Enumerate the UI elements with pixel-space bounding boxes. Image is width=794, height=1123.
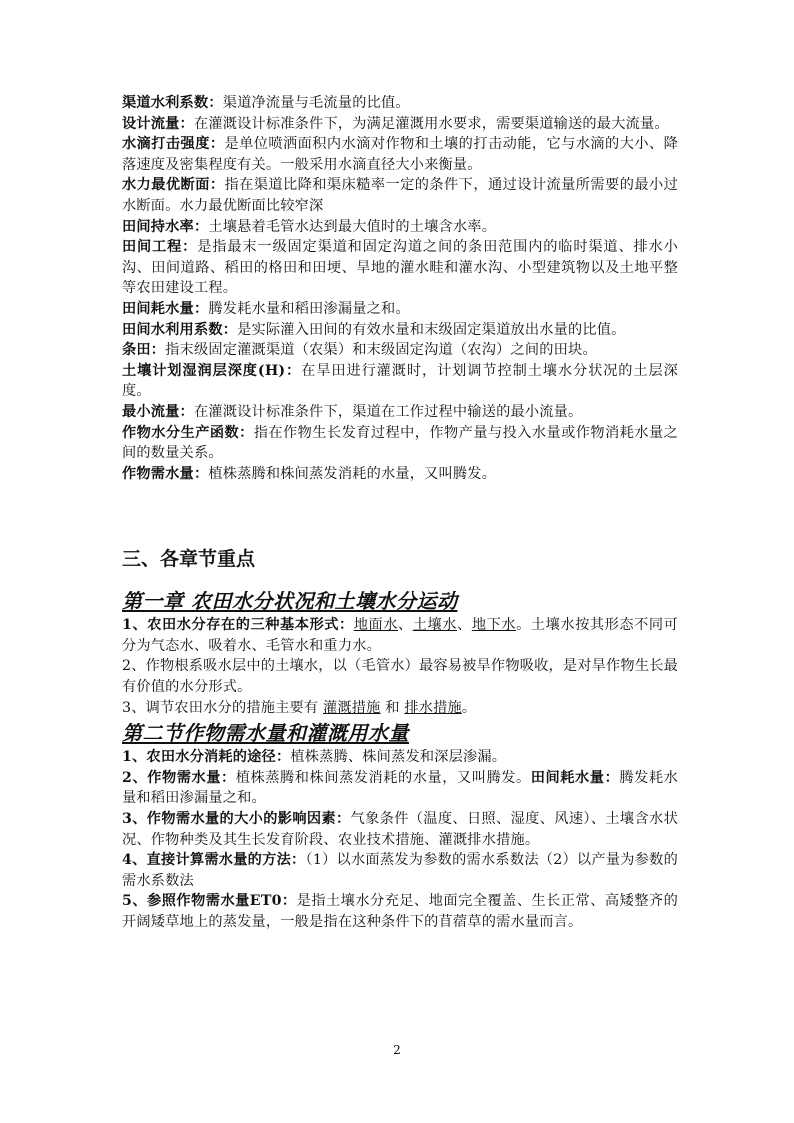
separator: 、 bbox=[398, 617, 413, 634]
water-form-surface: 地面水 bbox=[353, 617, 399, 634]
item-text: 。土壤水按其形态不同可分为气态水、吸着水、毛管水和重力水。 bbox=[122, 617, 679, 654]
definition-term: 田间水利用系数： bbox=[122, 321, 238, 338]
definition-text: 是实际灌入田间的有效水量和末级固定渠道放出水量的比值。 bbox=[237, 321, 626, 338]
definition-item bbox=[122, 340, 678, 361]
definition-text: 指末级固定灌溉渠道（农渠）和末级固定沟道（农沟）之间的田块。 bbox=[165, 342, 597, 359]
definition-text: 植株蒸腾和株间蒸发消耗的水量，又叫腾发。 bbox=[208, 465, 497, 482]
definition-term: 水滴打击强度： bbox=[122, 136, 225, 153]
measure-drainage: 排水措施 bbox=[404, 699, 462, 716]
definition-term: 田间工程： bbox=[122, 239, 198, 256]
definition-term: 条田： bbox=[122, 342, 166, 359]
chapter1-item1 bbox=[122, 615, 678, 656]
definition-text: 在灌溉设计标准条件下，为满足灌溉用水要求，需要渠道输送的最大流量。 bbox=[193, 115, 669, 132]
definition-item bbox=[122, 299, 678, 320]
definition-text: 指在渠道比降和渠床糙率一定的条件下，通过设计流量所需要的最小过水断面。水力最优断面比较窄深 bbox=[122, 177, 678, 214]
item-lead: 1、农田水分存在的三种基本形式： bbox=[122, 617, 354, 634]
definition-term: 水力最优断面： bbox=[122, 177, 225, 194]
item-lead: 3、调节农田水分的措施主要有 bbox=[122, 699, 323, 716]
definition-text: 土壤悬着毛管水达到最大值时的土壤含水率。 bbox=[208, 218, 497, 235]
definition-item bbox=[122, 134, 678, 175]
item-text: 植株蒸腾和株间蒸发消耗的水量，又叫腾发。 bbox=[235, 769, 531, 786]
item-text: 。 bbox=[461, 699, 477, 716]
definition-text: 腾发耗水量和稻田渗漏量之和。 bbox=[208, 300, 410, 317]
definition-item bbox=[122, 237, 678, 299]
definition-item bbox=[122, 175, 678, 216]
chapter1-item3 bbox=[122, 698, 678, 719]
section-heading: 三、各章节重点 bbox=[122, 548, 256, 571]
definition-term: 田间持水率： bbox=[122, 218, 209, 235]
definition-term: 作物需水量： bbox=[122, 465, 209, 482]
definition-item bbox=[122, 361, 678, 402]
definition-item bbox=[122, 93, 678, 114]
chapter1-item2: 2、作物根系吸水层中的土壤水，以（毛管水）最容易被旱作物吸收，是对旱作物生长最有价值的水分形式。 bbox=[122, 658, 678, 696]
chapter2-item2 bbox=[122, 768, 678, 809]
definition-term: 土壤计划湿润层深度(H)： bbox=[122, 362, 302, 379]
definition-item bbox=[122, 423, 678, 464]
item-lead: 2、作物需水量： bbox=[122, 769, 236, 786]
item-text: 和 bbox=[380, 699, 405, 716]
definition-text: 指在作物生长发育过程中，作物产量与投入水量或作物消耗水量之间的数量关系。 bbox=[122, 424, 678, 462]
item-lead: 1、农田水分消耗的途径： bbox=[122, 749, 291, 766]
definition-text: 是指最末一级固定渠道和固定沟道之间的条田范围内的临时渠道、排水小沟、田间道路、稻田的格田和田埂、旱地的灌水畦和灌水沟、小型建筑物以及土地平整等农田建设工程。 bbox=[122, 239, 678, 297]
separator: 、 bbox=[457, 617, 472, 634]
definition-item bbox=[122, 320, 678, 341]
definition-text: 是单位喷洒面积内水滴对作物和土壤的打击动能，它与水滴的大小、降落速度及密集程度有关。一般采用水滴直径大小来衡量。 bbox=[122, 136, 678, 173]
definition-term: 田间耗水量： bbox=[122, 300, 209, 317]
spacer bbox=[122, 484, 678, 546]
item-text: 腾发耗水量和稻田渗漏量之和。 bbox=[122, 769, 678, 807]
definition-term: 最小流量： bbox=[122, 403, 194, 420]
definition-term: 渠道水利系数： bbox=[122, 95, 223, 111]
chapter2-item3 bbox=[122, 809, 678, 850]
definition-text: 在灌溉设计标准条件下，渠道在工作过程中输送的最小流量。 bbox=[193, 403, 583, 420]
page-number: 2 bbox=[393, 1043, 401, 1057]
water-form-ground: 地下水 bbox=[471, 617, 517, 634]
water-form-soil: 土壤水 bbox=[412, 617, 458, 634]
definition-text: 渠道净流量与毛流量的比值。 bbox=[222, 95, 410, 111]
definition-item bbox=[122, 464, 678, 485]
chapter2-item4 bbox=[122, 850, 678, 891]
document-body bbox=[122, 93, 678, 933]
item-lead: 5、参照作物需水量ET0： bbox=[122, 893, 297, 910]
item-lead: 田间耗水量： bbox=[530, 769, 620, 786]
item-text: （1）以水面蒸发为参数的需水系数法（2）以产量为参数的需水系数法 bbox=[122, 852, 678, 889]
item-text: 是指土壤水分充足、地面完全覆盖、生长正常、高矮整齐的开阔矮草地上的蒸发量，一般是指在这种条件下的苜蓿草的需水量而言。 bbox=[122, 893, 679, 930]
definition-term: 设计流量： bbox=[122, 115, 194, 132]
measure-irrigation: 灌溉措施 bbox=[322, 699, 381, 716]
chapter-heading: 第一章 农田水分状况和土壤水分运动 bbox=[122, 589, 458, 614]
item-lead: 3、作物需水量的大小的影响因素： bbox=[122, 811, 351, 828]
item-text: 植株蒸腾、株间蒸发和深层渗漏。 bbox=[290, 749, 507, 766]
chapter-heading: 第二节作物需水量和灌溉用水量 bbox=[122, 721, 409, 746]
item-text: 气象条件（温度、日照、湿度、风速）、土壤含水状况、作物种类及其生长发育阶段、农业技术措施、灌溉排水措施。 bbox=[122, 811, 678, 848]
definition-item bbox=[122, 217, 678, 238]
definition-term: 作物水分生产函数： bbox=[122, 424, 254, 441]
chapter2-item1 bbox=[122, 747, 678, 768]
definition-item bbox=[122, 402, 678, 423]
definition-item bbox=[122, 114, 678, 135]
definitions-list bbox=[122, 93, 678, 484]
definition-text: 在旱田进行灌溉时，计划调节控制土壤水分状况的土层深度。 bbox=[122, 362, 678, 400]
item-lead: 4、直接计算需水量的方法： bbox=[122, 852, 306, 869]
chapter2-item5 bbox=[122, 891, 678, 932]
